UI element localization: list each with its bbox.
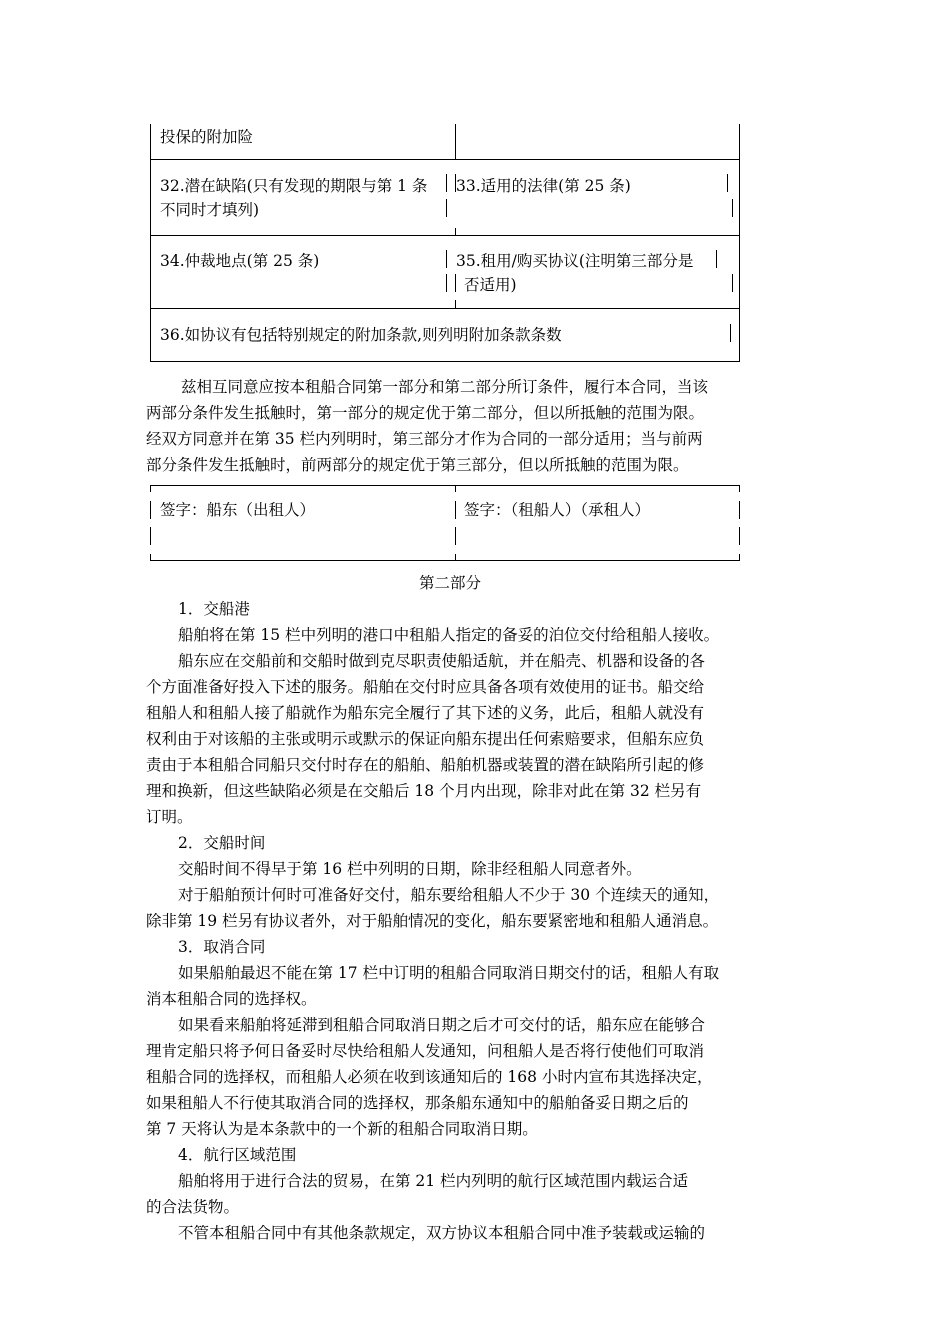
box-32-latent-defects-label-cont: 不同时才填列) [160, 201, 260, 219]
section-3-para-2-line-4: 如果租船人不行使其取消合同的选择权，那条船东通知中的船舶备妥日期之后的 [146, 1094, 689, 1112]
section-3-heading: 3．取消合同 [178, 938, 266, 956]
section-2-heading: 2．交船时间 [178, 834, 266, 852]
section-2-para-1: 交船时间不得早于第 16 栏中列明的日期，除非经租船人同意者外。 [178, 860, 642, 878]
box-35-hire-purchase-label-cont: 否适用) [464, 276, 517, 294]
section-1-para-2-line-7: 订明。 [146, 808, 193, 826]
signature-table [150, 485, 740, 561]
section-1-para-2-line-3: 租船人和租船人接了船就作为船东完全履行了其下述的义务，此后，租船人就没有 [146, 704, 705, 722]
section-1-para-2-line-4: 权利由于对该船的主张或明示或默示的保证向船东提出任何索赔要求，但船东应负 [146, 730, 705, 748]
section-4-para-1-line-1: 船舶将用于进行合法的贸易，在第 21 栏内列明的航行区域范围内载运合适 [178, 1172, 689, 1190]
section-3-para-1-line-1: 如果船舶最迟不能在第 17 栏中订明的租船合同取消日期交付的话，租船人有取 [178, 964, 720, 982]
section-1-para-2-line-5: 责由于本租船合同船只交付时存在的船舶、船舶机器或装置的潜在缺陷所引起的修 [146, 756, 705, 774]
section-1-para-1: 船舶将在第 15 栏中列明的港口中租船人指定的备妥的泊位交付给租船人接收。 [178, 626, 720, 644]
signature-charterer-label: 签字：（租船人）（承租人） [464, 501, 651, 519]
section-1-para-2-line-1: 船东应在交船前和交船时做到克尽职责使船适航，并在船壳、机器和设备的各 [178, 652, 706, 670]
box-36-additional-clauses-label: 36.如协议有包括特别规定的附加条款,则列明附加条款条数 [160, 326, 562, 344]
section-3-para-2-line-1: 如果看来船舶将延滞到租船合同取消日期之后才可交付的话，船东应在能够合 [178, 1016, 706, 1034]
section-2-para-2-line-1: 对于船舶预计何时可准备好交付，船东要给租船人不少于 30 个连续天的通知， [178, 886, 720, 904]
agreement-line-2: 两部分条件发生抵触时，第一部分的规定优于第二部分，但以所抵触的范围为限。 [146, 404, 705, 422]
box-32-latent-defects-label: 32.潜在缺陷(只有发现的期限与第 1 条 [160, 177, 428, 195]
section-1-para-2-line-2: 个方面准备好投入下述的服务。船舶在交付时应具备各项有效使用的证书。船交给 [146, 678, 705, 696]
section-3-para-2-line-2: 理肯定船只将予何日备妥时尽快给租船人发通知，问租船人是否将行使他们可取消 [146, 1042, 705, 1060]
agreement-line-3: 经双方同意并在第 35 栏内列明时，第三部分才作为合同的一部分适用；当与前两 [146, 430, 703, 448]
box-33-governing-law-label: 33.适用的法律(第 25 条) [456, 177, 631, 195]
box-35-hire-purchase-label: 35.租用/购买协议(注明第三部分是 [456, 252, 694, 270]
agreement-line-4: 部分条件发生抵触时，前两部分的规定优于第三部分，但以所抵触的范围为限。 [146, 456, 689, 474]
section-1-heading: 1．交船港 [178, 600, 250, 618]
section-3-para-1-line-2: 消本租船合同的选择权。 [146, 990, 317, 1008]
section-4-heading: 4．航行区域范围 [178, 1146, 297, 1164]
box-34-arbitration-place-label: 34.仲裁地点(第 25 条) [160, 252, 320, 270]
section-3-para-2-line-5: 第 7 天将认为是本条款中的一个新的租船合同取消日期。 [146, 1120, 538, 1138]
agreement-line-1: 兹相互同意应按本租船合同第一部分和第二部分所订条件，履行本合同，当该 [181, 378, 709, 396]
form-table [150, 124, 740, 362]
insurance-additional-risks-label: 投保的附加险 [160, 128, 254, 146]
section-3-para-2-line-3: 租船合同的选择权，而租船人必须在收到该通知后的 168 小时内宣布其选择决定， [146, 1068, 713, 1086]
section-2-para-2-line-2: 除非第 19 栏另有协议者外，对于船舶情况的变化，船东要紧密地和租船人通消息。 [146, 912, 719, 930]
part-two-title: 第二部分 [418, 574, 481, 592]
section-4-para-2-line-1: 不管本租船合同中有其他条款规定，双方协议本租船合同中准予装载或运输的 [178, 1224, 706, 1242]
signature-owner-label: 签字：船东（出租人） [160, 501, 316, 519]
section-1-para-2-line-6: 理和换新，但这些缺陷必须是在交船后 18 个月内出现，除非对此在第 32 栏另有 [146, 782, 702, 800]
section-4-para-1-line-2: 的合法货物。 [146, 1198, 240, 1216]
